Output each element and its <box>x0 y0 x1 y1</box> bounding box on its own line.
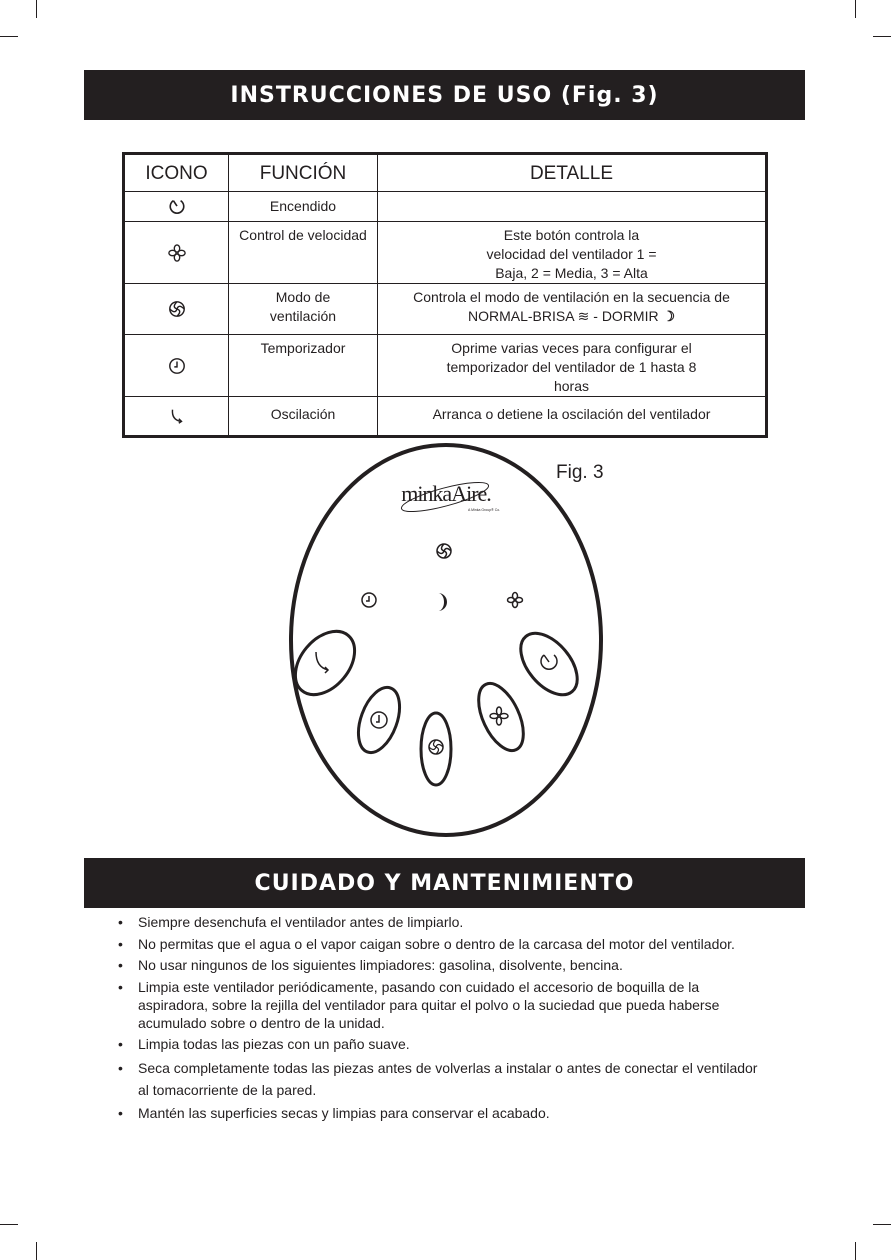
icon-function-table <box>122 152 768 438</box>
crop-mark <box>0 1224 18 1225</box>
crop-mark <box>873 1224 891 1225</box>
minkaaire-logo <box>399 477 500 518</box>
section-header-instructions: INSTRUCCIONES DE USO (Fig. 3) <box>84 70 805 120</box>
crop-mark <box>855 1242 856 1260</box>
list-item: • No permitas que el agua o el vapor caigan sobre o dentro de la carcasa del motor del ventilador. <box>118 935 768 953</box>
timer-icon <box>124 335 229 397</box>
speed-indicator-icon <box>508 593 523 608</box>
power-button[interactable] <box>510 623 588 705</box>
figure-label: Fig. 3 <box>556 462 604 483</box>
crop-mark <box>36 0 37 18</box>
timer-button[interactable] <box>350 682 407 758</box>
detail-cell: Oprime varias veces para configurar el temporizador del ventilador de 1 hasta 8 horas <box>378 335 767 397</box>
list-item: • Mantén las superficies secas y limpias para conservar el acabado. <box>118 1104 768 1122</box>
section-header-care: CUIDADO Y MANTENIMIENTO <box>84 858 805 908</box>
table-row <box>124 192 767 222</box>
detail-cell <box>378 192 767 222</box>
detail-text: Controla el modo de ventilación en la secuencia de NORMAL-BRISA ≋ - DORMIR <box>413 289 730 324</box>
care-instructions-list <box>118 913 768 1126</box>
detail-cell <box>378 284 767 335</box>
detail-cell: Arranca o detiene la oscilación del ventilador <box>378 397 767 437</box>
table-header-row <box>124 154 767 192</box>
crop-mark <box>36 1242 37 1260</box>
list-item: • No usar ningunos de los siguientes limpiadores: gasolina, disolvente, bencina. <box>118 956 768 974</box>
function-cell: Temporizador <box>229 335 378 397</box>
detail-cell: Este botón controla la velocidad del ventilador 1 = Baja, 2 = Media, 3 = Alta <box>378 222 767 284</box>
table-row <box>124 222 767 284</box>
speed-button[interactable] <box>469 677 532 757</box>
col-header-detail: DETALLE <box>378 154 767 192</box>
moon-icon: ☽ <box>662 308 676 324</box>
list-item: • Seca completamente todas las piezas antes de volverlas a instalar o antes de conectar el ventilador al tomacorriente de la pared. <box>118 1057 768 1101</box>
mode-icon <box>124 284 229 335</box>
svg-text:A Minka Group® Co.: A Minka Group® Co. <box>468 508 501 512</box>
function-cell: Control de velocidad <box>229 222 378 284</box>
list-item: • Limpia todas las piezas con un paño suave. <box>118 1035 768 1053</box>
crop-mark <box>855 0 856 18</box>
function-cell: Modo de ventilación <box>229 284 378 335</box>
col-header-function: FUNCIÓN <box>229 154 378 192</box>
svg-text:minkaAire.: minkaAire. <box>401 481 491 506</box>
mode-button[interactable] <box>421 713 451 785</box>
power-icon <box>124 192 229 222</box>
table-row <box>124 335 767 397</box>
mode-indicator-icon <box>437 544 451 558</box>
timer-indicator-icon <box>362 593 376 607</box>
crop-mark <box>0 36 18 37</box>
table-row <box>124 397 767 437</box>
fan-speed-icon <box>124 222 229 284</box>
table-row <box>124 284 767 335</box>
function-cell: Encendido <box>229 192 378 222</box>
oscillation-icon <box>124 397 229 437</box>
sleep-indicator-icon <box>438 593 447 611</box>
list-item: • Limpia este ventilador periódicamente, pasando con cuidado el accesorio de boquilla de la aspiradora, sobre la rejilla del ventilador para quitar el polvo o la suciedad que pueda haberse acumulado sobre o dentro de la unidad. <box>118 978 768 1032</box>
function-cell: Oscilación <box>229 397 378 437</box>
col-header-icon: ICONO <box>124 154 229 192</box>
crop-mark <box>873 36 891 37</box>
remote-control-diagram <box>280 435 620 845</box>
list-item: • Siempre desenchufa el ventilador antes de limpiarlo. <box>118 913 768 931</box>
